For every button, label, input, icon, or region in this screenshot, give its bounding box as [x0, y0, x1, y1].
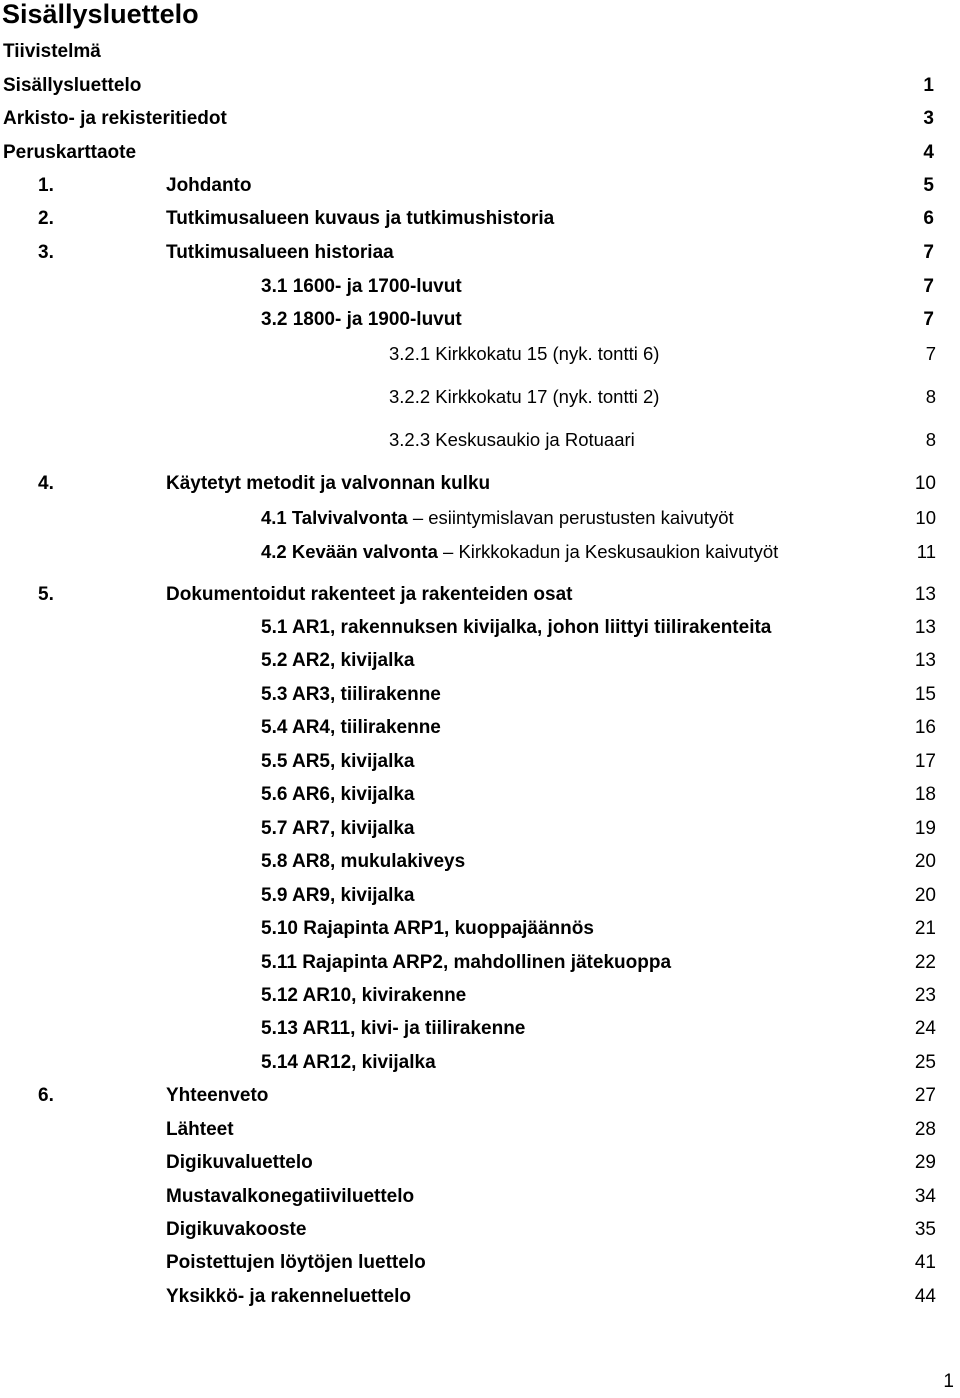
toc-page-number: 10 [915, 507, 936, 528]
toc-page-number: 44 [914, 1286, 936, 1307]
toc-section[interactable] [0, 680, 960, 710]
toc-entry-text: 5.8 AR8, mukulakiveys [261, 851, 466, 872]
toc-chapter-number: 2. [38, 208, 54, 229]
toc-section[interactable] [0, 537, 960, 567]
toc-section[interactable] [0, 1014, 960, 1044]
toc-entry-subtitle: – esiintymislavan perustusten kaivutyöt [407, 507, 734, 528]
toc-section[interactable] [0, 503, 960, 533]
toc-page-number: 7 [923, 242, 934, 263]
toc-page-number: 6 [923, 208, 934, 229]
toc-entry-text: Peruskarttaote [3, 142, 137, 163]
toc-chapter[interactable] [0, 1081, 960, 1111]
toc-chapter[interactable] [0, 469, 960, 499]
toc-entry-text: Mustavalkonegatiiviluettelo [166, 1186, 415, 1207]
toc-page-number: 18 [914, 784, 936, 805]
toc-page-number: 1 [923, 75, 934, 96]
toc-entry-text: 3.2 1800- ja 1900-luvut [261, 309, 462, 330]
toc-section[interactable] [0, 948, 960, 978]
toc-page-number: 3 [923, 108, 934, 129]
toc-page-number: 41 [914, 1252, 936, 1273]
toc-entry-text: 5.4 AR4, tiilirakenne [261, 717, 441, 738]
toc-entry-title: 4.1 Talvivalvonta [261, 507, 408, 528]
toc-entry-text: Poistettujen löytöjen luettelo [166, 1252, 426, 1273]
toc-page-number: 34 [914, 1186, 936, 1207]
toc-section[interactable] [0, 1048, 960, 1078]
toc-page-number: 23 [914, 985, 936, 1006]
toc-entry-text: Tutkimusalueen kuvaus ja tutkimushistoria [166, 208, 555, 229]
toc-entry-subtitle: – Kirkkokadun ja Keskusaukion kaivutyöt [437, 541, 779, 562]
toc-entry-text: Digikuvaluettelo [166, 1152, 313, 1173]
toc-page-number: 20 [914, 885, 936, 906]
toc-entry-text: Sisällysluettelo [3, 75, 142, 96]
toc-page-number: 28 [914, 1119, 936, 1140]
toc-entry-text: 5.6 AR6, kivijalka [261, 784, 415, 805]
toc-entry-text: 5.10 Rajapinta ARP1, kuoppajäännös [261, 918, 594, 939]
toc-page-number: 25 [914, 1052, 936, 1073]
toc-entry[interactable] [0, 1115, 960, 1145]
toc-entry[interactable] [0, 71, 960, 101]
toc-entry-text: Yhteenveto [166, 1085, 269, 1106]
toc-page-number: 10 [914, 473, 936, 494]
toc-chapter-number: 4. [38, 473, 54, 494]
toc-subsection[interactable] [0, 339, 960, 369]
toc-entry-text: 5.12 AR10, kivirakenne [261, 985, 467, 1006]
toc-entry-text: Yksikkö- ja rakenneluettelo [166, 1286, 411, 1307]
toc-section[interactable] [0, 914, 960, 944]
toc-page-number: 29 [914, 1152, 936, 1173]
toc-entry-text: 5.5 AR5, kivijalka [261, 751, 415, 772]
toc-section[interactable] [0, 881, 960, 911]
toc-section[interactable] [0, 847, 960, 877]
toc-entry[interactable] [0, 1215, 960, 1245]
toc-entry[interactable] [0, 138, 960, 168]
toc-entry-text: 5.14 AR12, kivijalka [261, 1052, 436, 1073]
toc-page-number: 27 [914, 1085, 936, 1106]
toc-page-number: 15 [914, 684, 936, 705]
toc-subsection[interactable] [0, 382, 960, 412]
toc-page-number: 11 [916, 541, 936, 562]
toc-page-number: 7 [923, 276, 934, 297]
toc-entry-text: 3.2.1 Kirkkokatu 15 (nyk. tontti 6) [389, 343, 660, 364]
toc-page-number: 22 [914, 952, 936, 973]
toc-page-number: 7 [925, 343, 936, 364]
toc-entry[interactable] [0, 1282, 960, 1312]
toc-chapter[interactable] [0, 204, 960, 234]
toc-entry-text: 5.3 AR3, tiilirakenne [261, 684, 441, 705]
toc-page-number: 5 [923, 175, 934, 196]
toc-section[interactable] [0, 613, 960, 643]
toc-page-number: 13 [914, 650, 936, 671]
toc-section[interactable] [0, 646, 960, 676]
toc-entry-text: 5.1 AR1, rakennuksen kivijalka, johon liittyi tiilirakenteita [261, 617, 772, 638]
toc-page-number: 21 [914, 918, 936, 939]
toc-page-number: 13 [914, 617, 936, 638]
toc-page-number: 20 [914, 851, 936, 872]
toc-page-number: 19 [914, 818, 936, 839]
toc-page-number: 24 [914, 1018, 936, 1039]
toc-entry-text: 5.7 AR7, kivijalka [261, 818, 415, 839]
toc-section[interactable] [0, 305, 960, 335]
toc-section[interactable] [0, 747, 960, 777]
toc-section[interactable] [0, 814, 960, 844]
toc-entry-text: Arkisto- ja rekisteritiedot [3, 108, 227, 129]
toc-entry[interactable] [0, 104, 960, 134]
toc-page-number: 7 [923, 309, 934, 330]
toc-chapter-number: 5. [38, 584, 54, 605]
toc-entry-text: 3.1 1600- ja 1700-luvut [261, 276, 462, 297]
toc-chapter-number: 6. [38, 1085, 54, 1106]
toc-section[interactable] [0, 981, 960, 1011]
toc-entry-text: 5.2 AR2, kivijalka [261, 650, 415, 671]
toc-entry-text: Tiivistelmä [3, 41, 101, 62]
toc-page-number: 13 [914, 584, 936, 605]
document-title: Sisällysluettelo [2, 0, 199, 29]
toc-page-number: 16 [914, 717, 936, 738]
toc-section[interactable] [0, 272, 960, 302]
toc-chapter-number: 3. [38, 242, 54, 263]
toc-entry-text: 3.2.3 Keskusaukio ja Rotuaari [389, 429, 635, 450]
toc-entry-text: 5.9 AR9, kivijalka [261, 885, 415, 906]
toc-entry-text: 5.11 Rajapinta ARP2, mahdollinen jätekuoppa [261, 952, 672, 973]
toc-chapter[interactable] [0, 238, 960, 268]
toc-subsection[interactable] [0, 425, 960, 455]
toc-chapter[interactable] [0, 580, 960, 610]
toc-section[interactable] [0, 713, 960, 743]
toc-entry-text: Käytetyt metodit ja valvonnan kulku [166, 473, 491, 494]
toc-chapter-number: 1. [38, 175, 54, 196]
toc-page-number: 4 [923, 142, 934, 163]
toc-entry[interactable] [0, 1182, 960, 1212]
toc-chapter[interactable] [0, 171, 960, 201]
toc-page-number: 17 [914, 751, 936, 772]
toc-page-number: 8 [925, 386, 936, 407]
toc-entry[interactable] [0, 1248, 960, 1278]
toc-entry-text: Tutkimusalueen historiaa [166, 242, 394, 263]
toc-entry-text: Digikuvakooste [166, 1219, 307, 1240]
toc-page-number: 35 [914, 1219, 936, 1240]
toc-entry-text: 3.2.2 Kirkkokatu 17 (nyk. tontti 2) [389, 386, 660, 407]
toc-entry[interactable] [0, 1148, 960, 1178]
toc-page-number: 8 [925, 429, 936, 450]
toc-entry-text: Dokumentoidut rakenteet ja rakenteiden osat [166, 584, 573, 605]
toc-entry-title: 4.2 Kevään valvonta [261, 541, 438, 562]
toc-entry-text: Johdanto [166, 175, 252, 196]
toc-entry-text: 5.13 AR11, kivi- ja tiilirakenne [261, 1018, 526, 1039]
toc-section[interactable] [0, 780, 960, 810]
footer-page-number: 1 [943, 1371, 954, 1392]
toc-entry-text: Lähteet [166, 1119, 234, 1140]
toc-entry[interactable] [0, 37, 960, 67]
